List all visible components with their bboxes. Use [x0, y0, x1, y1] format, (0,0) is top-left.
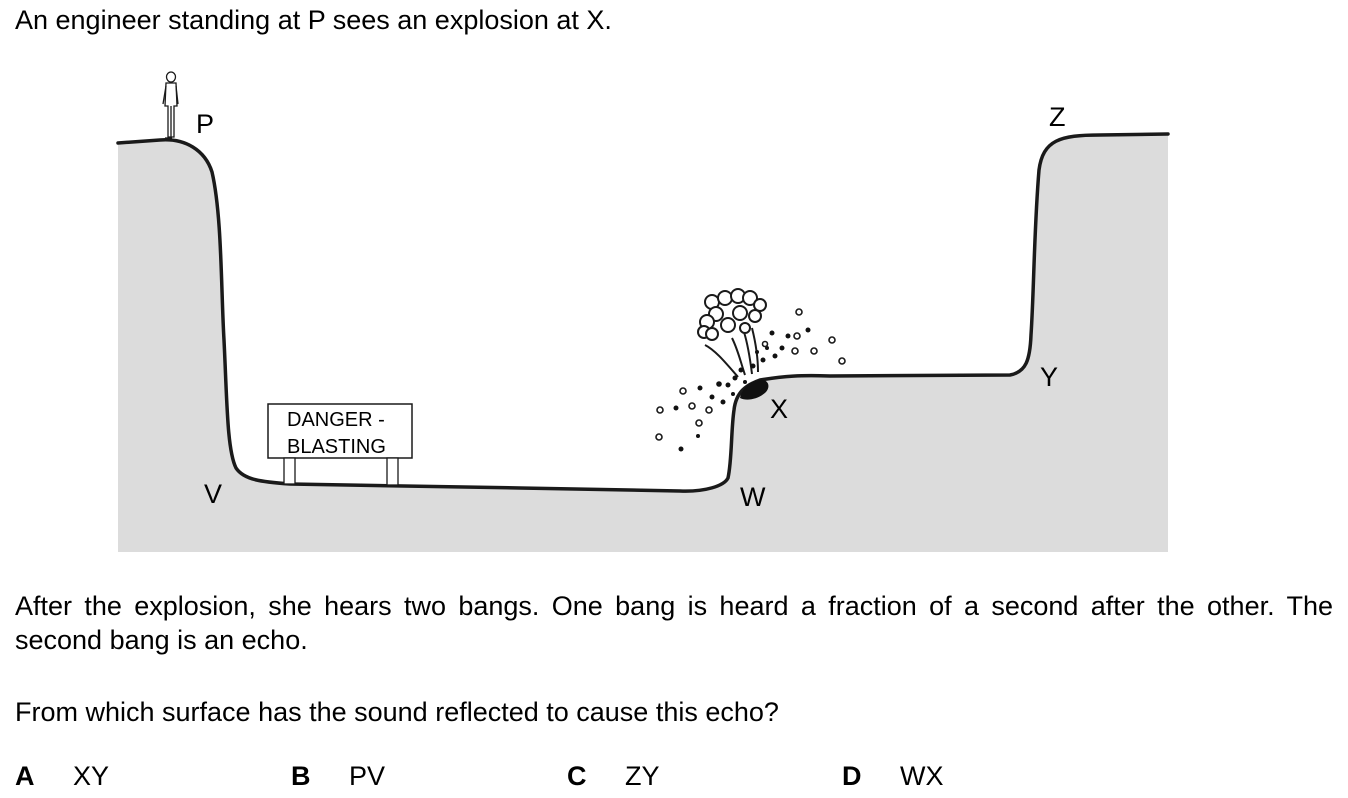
- explanation-paragraph: After the explosion, she hears two bangs. One bang is heard a fraction of a second after the other. The second bang is an echo.: [15, 591, 1333, 655]
- option-a-text: XY: [73, 761, 110, 791]
- sign-line-1: DANGER -: [287, 409, 385, 431]
- option-b-letter: B: [291, 761, 311, 791]
- option-d[interactable]: [842, 759, 944, 793]
- question-text: From which surface has the sound reflected to cause this echo?: [15, 697, 779, 727]
- explosion-cloud-icon: [698, 289, 766, 377]
- label-z: Z: [1049, 102, 1066, 132]
- option-c-text: ZY: [625, 761, 660, 791]
- sign-line-2: BLASTING: [287, 436, 386, 458]
- label-x: X: [770, 394, 789, 424]
- option-d-text: WX: [900, 761, 944, 791]
- label-v: V: [204, 479, 223, 509]
- option-c-letter: C: [567, 761, 587, 791]
- intro-text: An engineer standing at P sees an explosion at X.: [15, 5, 612, 35]
- option-c[interactable]: [567, 759, 660, 793]
- person-icon: [163, 72, 178, 138]
- option-a-letter: A: [15, 761, 35, 791]
- label-p: P: [196, 109, 215, 139]
- option-a[interactable]: [15, 759, 109, 793]
- label-w: W: [740, 482, 766, 512]
- option-b-text: PV: [349, 761, 386, 791]
- label-y: Y: [1040, 362, 1059, 392]
- option-b[interactable]: [291, 759, 385, 793]
- warning-sign-icon: [268, 404, 412, 485]
- option-d-letter: D: [842, 761, 862, 791]
